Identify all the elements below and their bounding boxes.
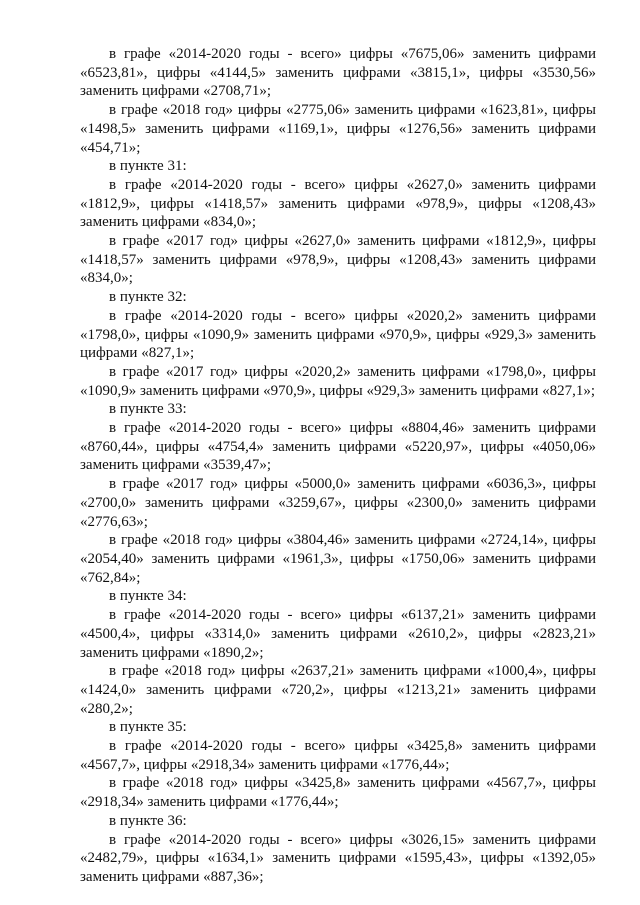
amendment-paragraph: в графе «2014-2020 годы - всего» цифры «7675,06» заменить цифрами «6523,81», цифры «4144,5» заменить цифрами «3815,1», цифры «3530,56» заменить цифрами «2708,71»;	[80, 46, 596, 100]
amendment-paragraph: в графе «2018 год» цифры «2637,21» заменить цифрами «1000,4», цифры «1424,0» заменить цифрами «720,2», цифры «1213,21» заменить цифрами «280,2»;	[80, 663, 596, 717]
amendment-paragraph: в графе «2018 год» цифры «3804,46» заменить цифрами «2724,14», цифры «2054,40» заменить цифрами «1961,3», цифры «1750,06» заменить цифрами «762,84»;	[80, 532, 596, 586]
section-heading: в пункте 31:	[109, 158, 187, 175]
amendment-paragraph: в графе «2018 год» цифры «2775,06» заменить цифрами «1623,81», цифры «1498,5» заменить цифрами «1169,1», цифры «1276,56» заменить цифрами «454,71»;	[80, 102, 596, 156]
amendment-paragraph: в графе «2014-2020 годы - всего» цифры «2627,0» заменить цифрами «1812,9», цифры «1418,57» заменить цифрами «978,9», цифры «1208,43» заменить цифрами «834,0»;	[80, 176, 596, 231]
section-heading: в пункте 34:	[109, 588, 187, 605]
amendment-paragraph: в графе «2014-2020 годы - всего» цифры «8804,46» заменить цифрами «8760,44», цифры «4754,4» заменить цифрами «5220,97», цифры «4050,06» заменить цифрами «3539,47»;	[80, 420, 596, 474]
amendment-paragraph: в графе «2017 год» цифры «2020,2» заменить цифрами «1798,0», цифры «1090,9» заменить цифрами «970,9», цифры «929,3» заменить цифрами «827,1»;	[80, 363, 596, 399]
amendment-paragraph: в графе «2018 год» цифры «3425,8» заменить цифрами «4567,7», цифры «2918,34» заменить цифрами «1776,44»;	[80, 775, 596, 811]
amendment-paragraph: в графе «2017 год» цифры «5000,0» заменить цифрами «6036,3», цифры «2700,0» заменить цифрами «3259,67», цифры «2300,0» заменить цифрами «2776,63»;	[80, 476, 596, 530]
section-heading: в пункте 35:	[109, 719, 187, 736]
amendment-paragraph: в графе «2014-2020 годы - всего» цифры «3425,8» заменить цифрами «4567,7», цифры «2918,34» заменить цифрами «1776,44»;	[80, 738, 596, 773]
section-heading: в пункте 33:	[109, 401, 187, 418]
section-heading: в пункте 32:	[109, 289, 187, 306]
amendment-paragraph: в графе «2017 год» цифры «2627,0» заменить цифрами «1812,9», цифры «1418,57» заменить цифрами «978,9», цифры «1208,43» заменить цифрами «834,0»;	[80, 233, 596, 287]
amendment-paragraph: в графе «2014-2020 годы - всего» цифры «3026,15» заменить цифрами «2482,79», цифры «1634,1» заменить цифрами «1595,43», цифры «1392,05» заменить цифрами «887,36»;	[80, 831, 596, 885]
amendment-paragraph: в графе «2014-2020 годы - всего» цифры «6137,21» заменить цифрами «4500,4», цифры «3314,0» заменить цифрами «2610,2», цифры «2823,21» заменить цифрами «1890,2»;	[80, 607, 596, 661]
section-heading: в пункте 36:	[109, 812, 187, 829]
amendment-paragraph: в графе «2014-2020 годы - всего» цифры «2020,2» заменить цифрами «1798,0», цифры «1090,9» заменить цифрами «970,9», цифры «929,3» заменить цифрами «827,1»;	[80, 307, 596, 362]
